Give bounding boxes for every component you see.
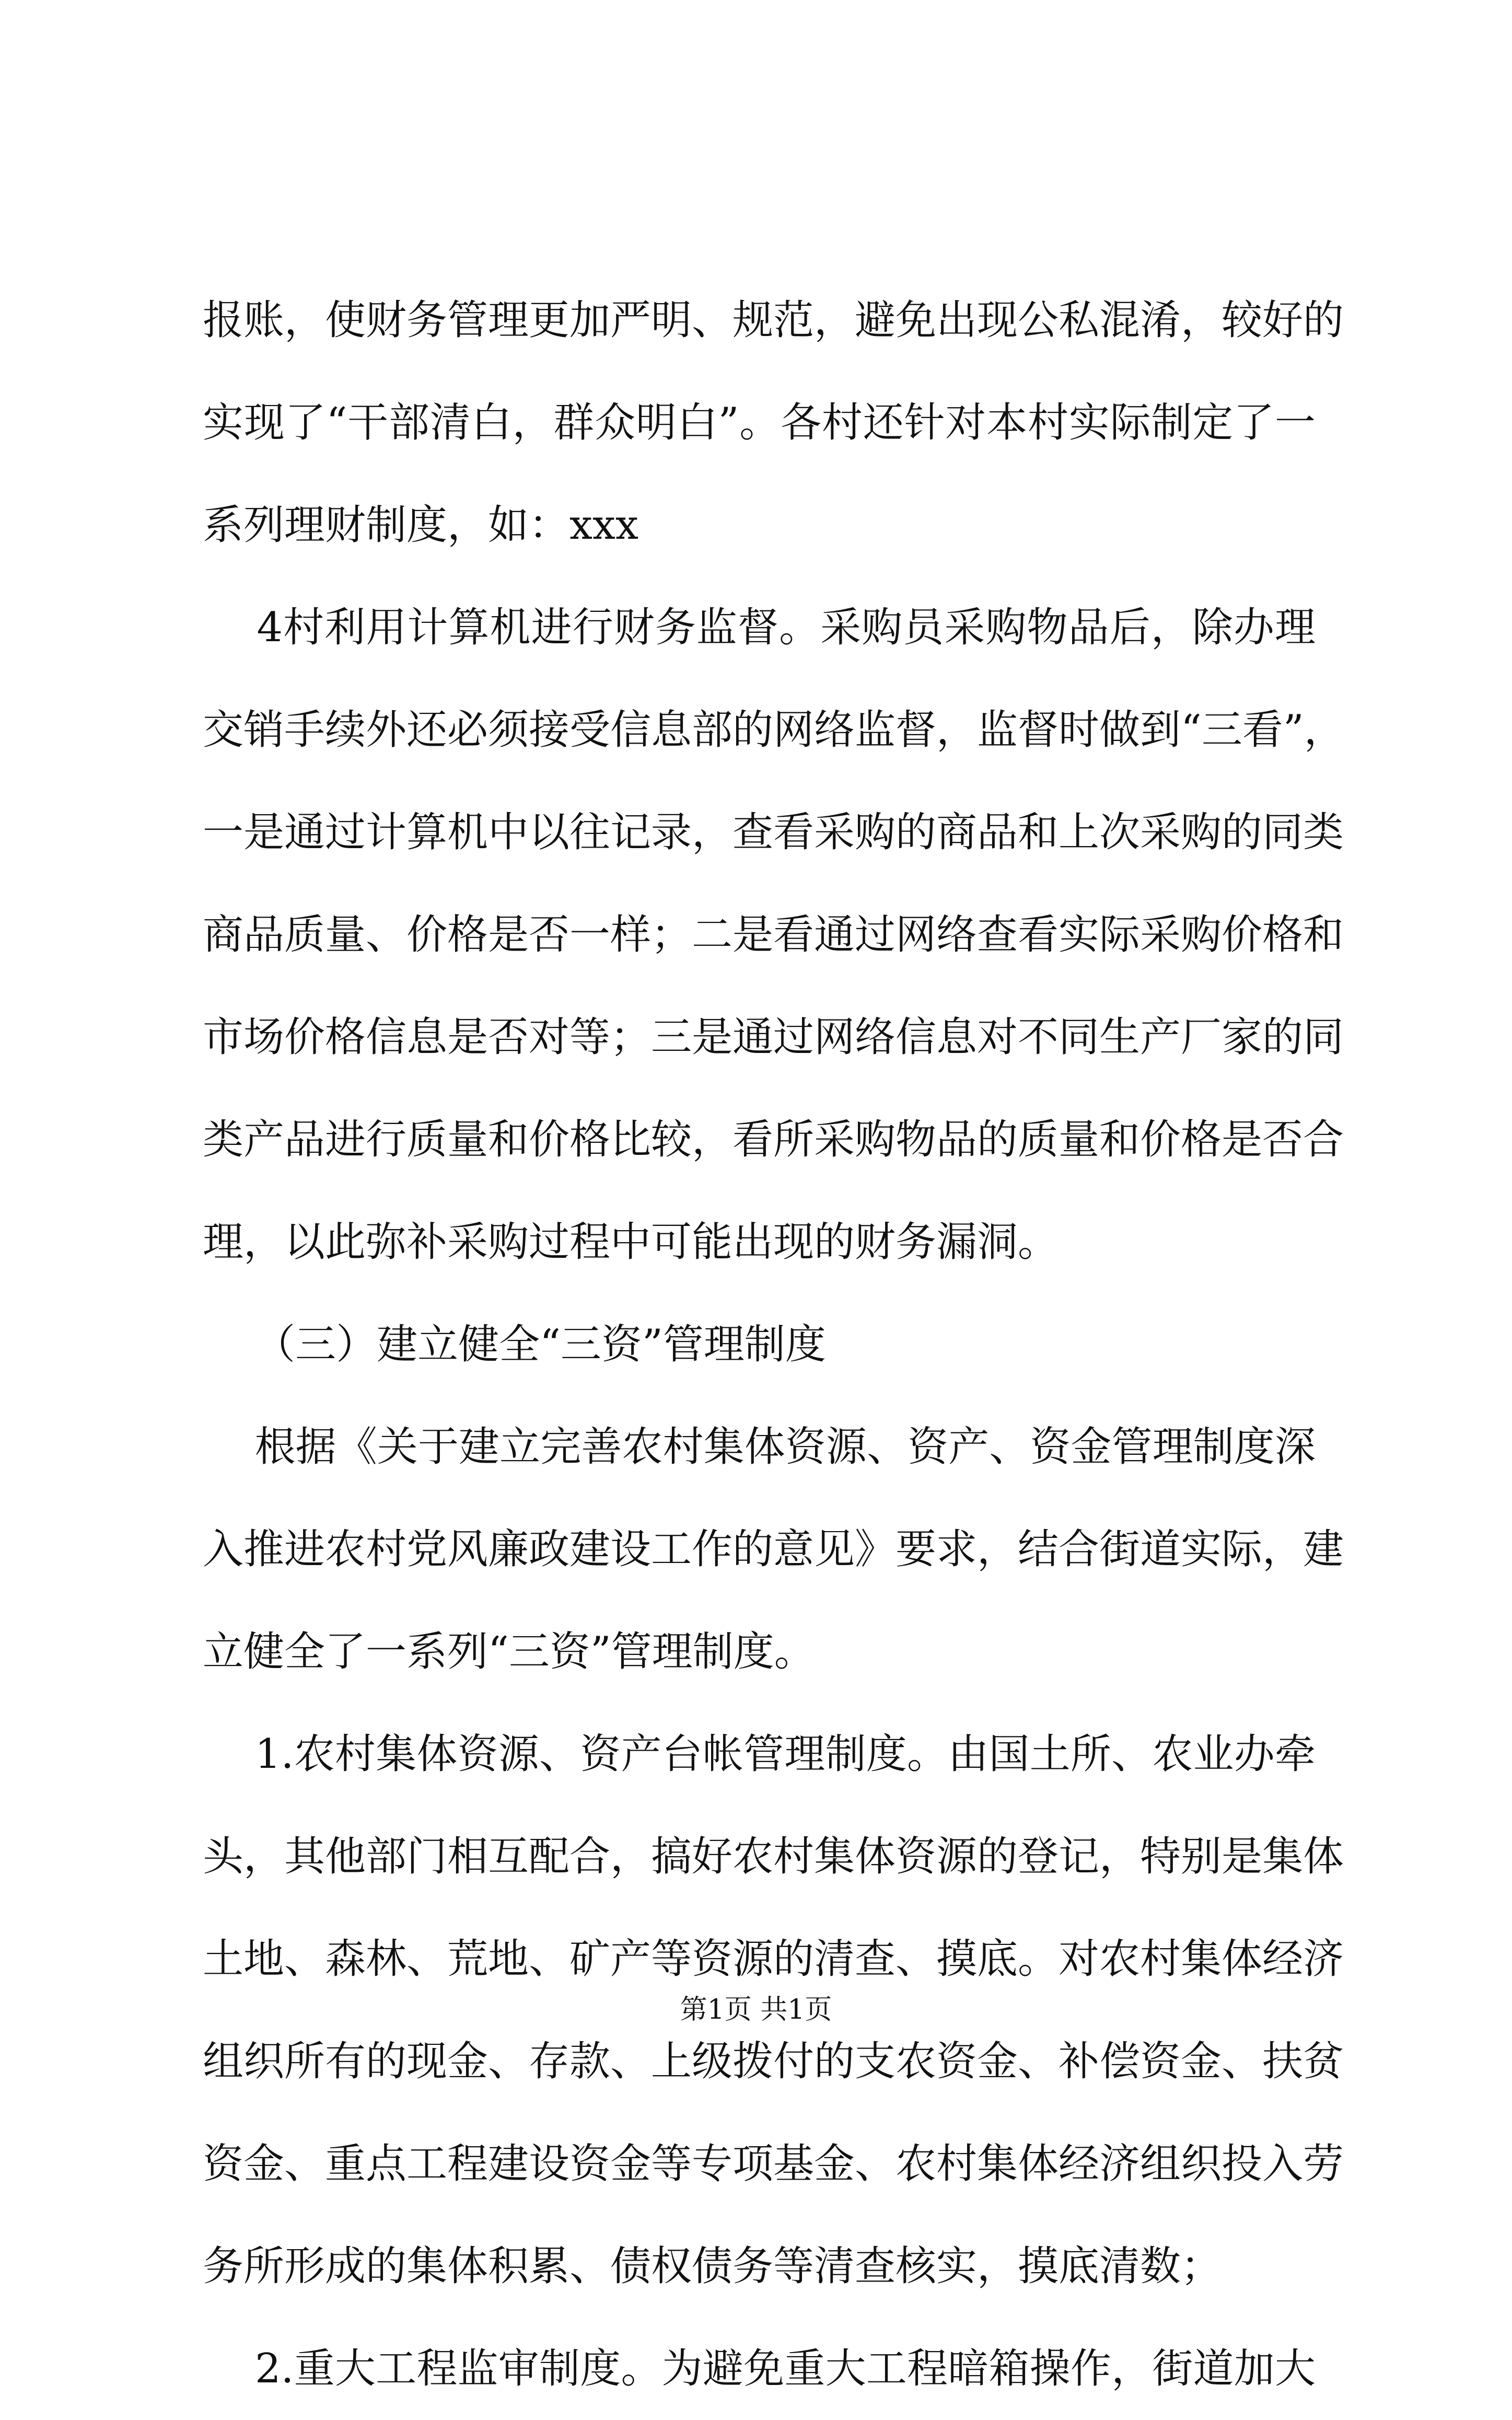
text-line: 资金、重点工程建设资金等专项基金、农村集体经济组织投入劳 [203, 2140, 1344, 2187]
text-line: 4村利用计算机进行财务监督。采购员采购物品后，除办理 [203, 604, 1316, 651]
body-text [203, 269, 1345, 2420]
page-footer: 第1页 共1页 [680, 1994, 832, 2025]
text-line: 理，以此弥补采购过程中可能出现的财务漏洞。 [203, 1219, 1059, 1266]
text-line: 商品质量、价格是否一样；二是看通过网络查看实际采购价格和 [203, 911, 1344, 958]
text-line: 交销手续外还必须接受信息部的网络监督，监督时做到“三看”， [203, 707, 1345, 754]
text-line: 市场价格信息是否对等；三是通过网络信息对不同生产厂家的同 [203, 1014, 1344, 1061]
text-line: 土地、森林、荒地、矿产等资源的清查、摸底。对农村集体经济 [203, 1936, 1344, 1983]
text-line: 组织所有的现金、存款、上级拨付的支农资金、补偿资金、扶贫 [203, 2038, 1344, 2085]
text-line: 一是通过计算机中以往记录，查看采购的商品和上次采购的同类 [203, 809, 1344, 856]
text-line: 报账，使财务管理更加严明、规范，避免出现公私混淆，较好的 [203, 297, 1344, 344]
text-line: 立健全了一系列“三资”管理制度。 [203, 1628, 815, 1675]
text-line: 系列理财制度，如：xxx [203, 502, 638, 549]
text-line: 根据《关于建立完善农村集体资源、资产、资金管理制度深 [203, 1423, 1316, 1470]
text-line: 头，其他部门相互配合，搞好农村集体资源的登记，特别是集体 [203, 1833, 1344, 1880]
text-line: 类产品进行质量和价格比较，看所采购物品的质量和价格是否合 [203, 1116, 1344, 1163]
text-line: 实现了“干部清白，群众明白”。各村还针对本村实际制定了一 [203, 399, 1316, 446]
text-line: 1.农村集体资源、资产台帐管理制度。由国土所、农业办牵 [203, 1731, 1316, 1778]
text-line: 务所形成的集体积累、债权债务等清查核实，摸底清数； [203, 2243, 1222, 2290]
text-line: 入推进农村党风廉政建设工作的意见》要求，结合街道实际，建 [203, 1526, 1344, 1573]
text-line: （三）建立健全“三资”管理制度 [203, 1321, 826, 1368]
text-line: 2.重大工程监审制度。为避免重大工程暗箱操作，街道加大 [203, 2345, 1316, 2392]
